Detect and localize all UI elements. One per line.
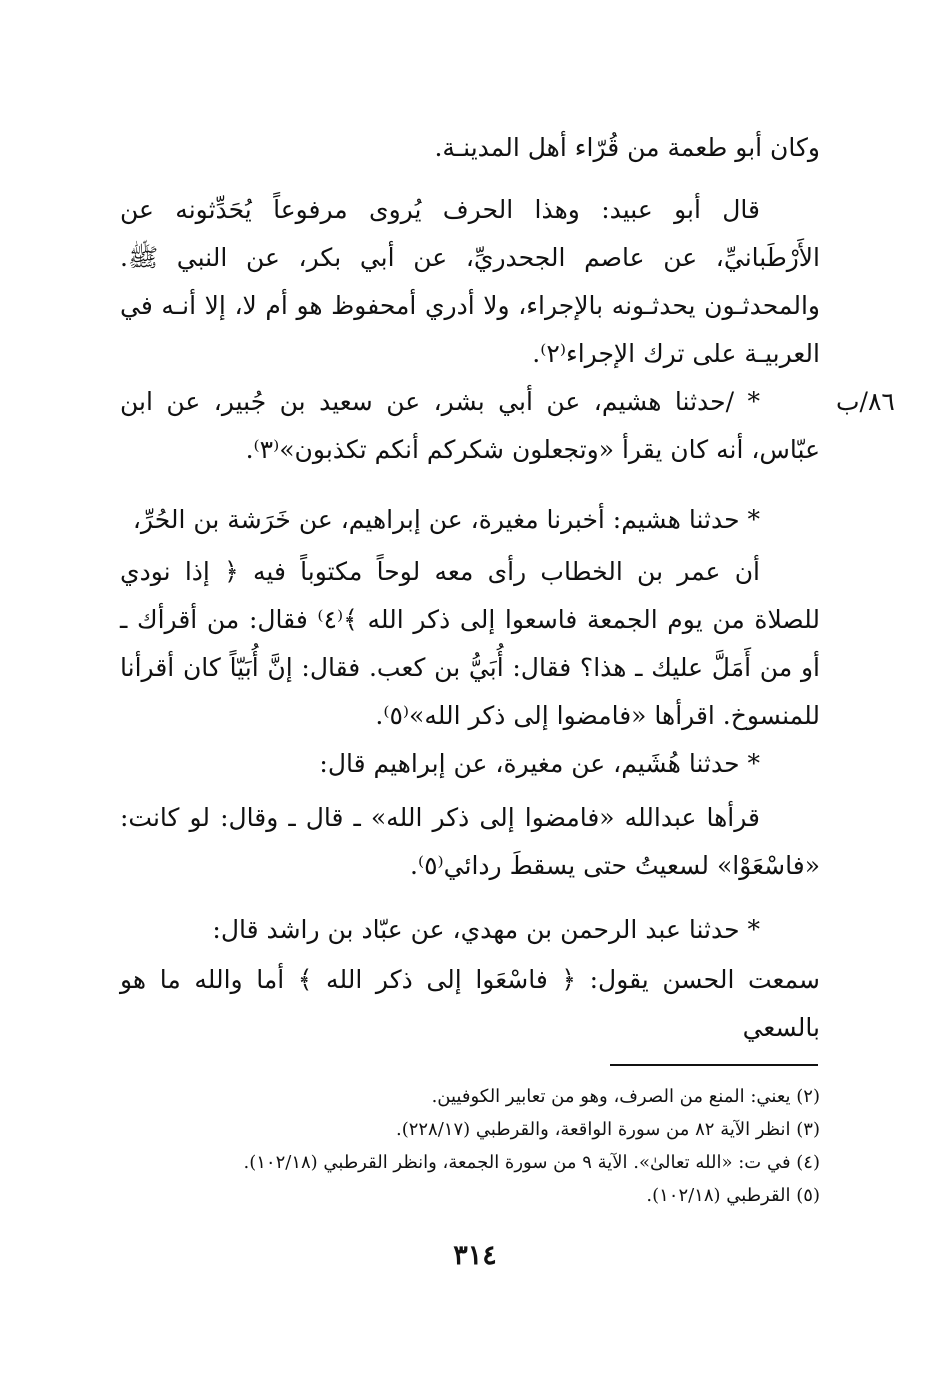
paragraph-9: سمعت الحسن يقول: ﴿ فاسْعَوا إلى ذكر الله ﴾ أما والله ما هو بالسعي: [120, 965, 820, 1042]
body-text-block-2: [120, 186, 820, 378]
footnote-5: (٥) القرطبي (١٠٢/١٨).: [646, 1185, 820, 1206]
paragraph-8: * حدثنا عبد الرحمن بن مهدي، عن عبّاد بن راشد قال:: [212, 915, 760, 944]
page-number: ٣١٤: [453, 1240, 497, 1271]
paragraph-2: قال أبو عبيد: وهذا الحرف يُروى مرفوعاً يُحَدِّثونه عن الأَرْطَبانيِّ، عن عاصم الجحدريِّ، عن أبي بكر، عن النبي ﷺ. والمحدثـون يحدثـونه بالإجراء، ولا أدري أمحفوظ هو أم لا، إلا أنـه في العربيـة على ترك الإجراء⁽٢⁾.: [120, 195, 820, 368]
body-text-block-9: [120, 956, 820, 1052]
body-text-block-5: [120, 548, 820, 740]
body-text-block-6: [120, 740, 820, 788]
margin-folio-note: ٨٦/ب: [836, 387, 895, 416]
footnotes: [120, 1080, 820, 1212]
footnote-3: (٣) انظر الآية ٨٢ من سورة الواقعة، والقرطبي (٢٢٨/١٧).: [395, 1119, 820, 1140]
footnote-separator: [610, 1064, 818, 1066]
footnote-2: (٢) يعني: المنع من الصرف، وهو من تعابير الكوفيين.: [431, 1086, 820, 1107]
body-text-block-1: [120, 124, 820, 172]
paragraph-3: * /حدثنا هشيم، عن أبي بشر، عن سعيد بن جُبير، عن ابن عبّاس، أنه كان يقرأ «وتجعلون شكركم أنكم تكذبون»⁽٣⁾.: [120, 387, 820, 464]
footnote-4: (٤) في ت: «الله تعالىٰ». الآية ٩ من سورة الجمعة، وانظر القرطبي (١٠٢/١٨).: [243, 1152, 820, 1173]
paragraph-5: أن عمر بن الخطاب رأى معه لوحاً مكتوباً فيه ﴿ إذا نودي للصلاة من يوم الجمعة فاسعوا إلى ذكر الله ﴾⁽٤⁾ فقال: من أقرأك ـ أو من أَمَلَّ عليك ـ هذا؟ فقال: أُبَيُّ بن كعب. فقال: إنَّ أُبَيّاً كان أقرأنا للمنسوخ. اقرأها «فامضوا إلى ذكر الله»⁽٥⁾.: [120, 557, 820, 730]
paragraph-7: قرأها عبدالله «فامضوا إلى ذكر الله» ـ قال ـ وقال: لو كانت: «فاسْعَوْا» لسعيتُ حتى يسقطَ ردائي⁽٥⁾.: [120, 803, 820, 880]
paragraph-6: * حدثنا هُشَيم، عن مغيرة، عن إبراهيم قال:: [319, 749, 760, 778]
body-text-block-4: [120, 496, 820, 544]
paragraph-4: * حدثنا هشيم: أخبرنا مغيرة، عن إبراهيم، عن خَرَشة بن الحُرِّ،: [132, 505, 760, 534]
body-text-block-7: [120, 794, 820, 890]
body-text-block-3: [120, 378, 820, 474]
paragraph-1: وكان أبو طعمة من قُرّاء أهل المدينـة.: [434, 133, 820, 162]
body-text-block-8: [120, 906, 820, 954]
